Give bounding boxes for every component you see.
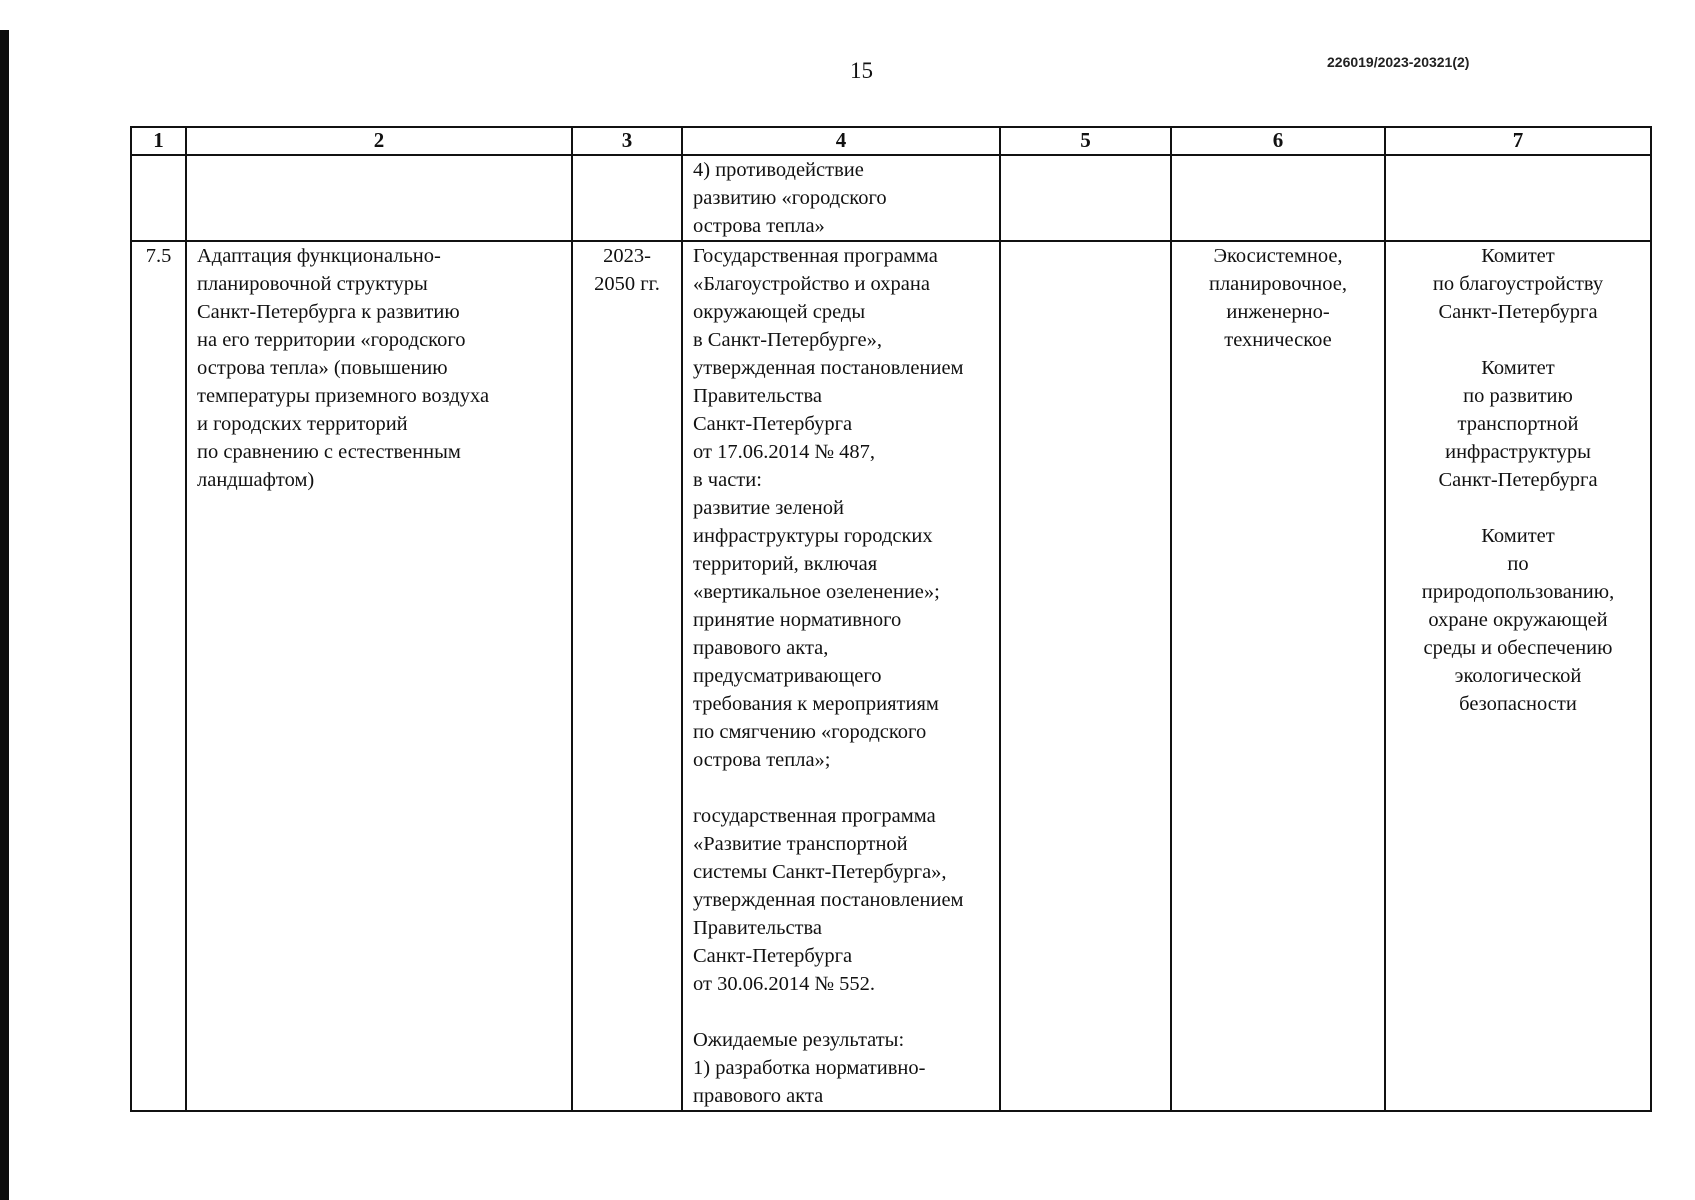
text-line: окружающей среды bbox=[693, 301, 866, 323]
text-line: по развитию bbox=[1463, 385, 1573, 407]
cell bbox=[1171, 155, 1385, 241]
text-line: от 17.06.2014 № 487, bbox=[693, 441, 875, 463]
responsible-bodies bbox=[1385, 241, 1651, 1111]
text-line: по смягчению «городского bbox=[693, 721, 927, 743]
text-line: утвержденная постановлением bbox=[693, 357, 964, 379]
text-line: природопользованию, bbox=[1421, 581, 1615, 603]
text-line: на его территории «городского bbox=[197, 329, 466, 351]
text-line: по bbox=[1507, 553, 1529, 575]
continuation-text bbox=[682, 155, 1000, 241]
measure-description bbox=[186, 241, 572, 1111]
text-line: принятие нормативного bbox=[693, 609, 902, 631]
text-line: Комитет bbox=[1481, 245, 1555, 267]
implementation-period bbox=[572, 241, 682, 1111]
text-line: развитию «городского bbox=[693, 187, 887, 209]
row-number: 7.5 bbox=[131, 241, 186, 1111]
paragraph-gap bbox=[1396, 326, 1640, 354]
text-line: Правительства bbox=[693, 385, 823, 407]
cell bbox=[1000, 155, 1171, 241]
text-line: «вертикальное озеленение»; bbox=[693, 581, 940, 603]
text-line: планировочной структуры bbox=[197, 273, 428, 295]
text-line: утвержденная постановлением bbox=[693, 889, 964, 911]
text-line: транспортной bbox=[1457, 413, 1579, 435]
paragraph-gap bbox=[693, 998, 989, 1026]
text-line: инфраструктуры bbox=[1445, 441, 1591, 463]
text-line: «Благоустройство и охрана bbox=[693, 273, 930, 295]
cell bbox=[572, 155, 682, 241]
text-line: Комитет bbox=[1481, 357, 1555, 379]
text-line: планировочное, bbox=[1208, 273, 1347, 295]
text-line: безопасности bbox=[1459, 693, 1577, 715]
text-line: температуры приземного воздуха bbox=[197, 385, 490, 407]
text-line: охране окружающей bbox=[1428, 609, 1608, 631]
text-line: Санкт-Петербурга к развитию bbox=[197, 301, 460, 323]
text-line: Санкт-Петербурга bbox=[693, 945, 853, 967]
cell bbox=[1385, 155, 1651, 241]
column-header-4: 4 bbox=[682, 127, 1000, 155]
text-line: Экосистемное, bbox=[1213, 245, 1343, 267]
text-line: Правительства bbox=[693, 917, 823, 939]
text-line: среды и обеспечению bbox=[1423, 637, 1613, 659]
text-line: требования к мероприятиям bbox=[693, 693, 939, 715]
text-line: в части: bbox=[693, 469, 762, 491]
text-line: острова тепла» (повышению bbox=[197, 357, 448, 379]
text-line: экологической bbox=[1454, 665, 1582, 687]
column-header-3: 3 bbox=[572, 127, 682, 155]
text-line: инфраструктуры городских bbox=[693, 525, 933, 547]
text-line: Санкт-Петербурга bbox=[693, 413, 853, 435]
text-line: 2023- bbox=[603, 245, 651, 267]
column-header-6: 6 bbox=[1171, 127, 1385, 155]
column-header-7: 7 bbox=[1385, 127, 1651, 155]
text-line: предусматривающего bbox=[693, 665, 882, 687]
text-line: инженерно- bbox=[1226, 301, 1330, 323]
measures-table bbox=[130, 126, 1652, 1112]
column-header-2: 2 bbox=[186, 127, 572, 155]
document-id: 226019/2023-20321(2) bbox=[1327, 54, 1470, 70]
text-line: правового акта, bbox=[693, 637, 829, 659]
text-line: острова тепла» bbox=[693, 215, 825, 237]
column-header-5: 5 bbox=[1000, 127, 1171, 155]
text-line: Санкт-Петербурга bbox=[1438, 301, 1598, 323]
cell bbox=[186, 155, 572, 241]
text-line: по сравнению с естественным bbox=[197, 441, 461, 463]
text-line: развитие зеленой bbox=[693, 497, 844, 519]
text-line: и городских территорий bbox=[197, 413, 408, 435]
text-line: техническое bbox=[1224, 329, 1332, 351]
text-line: Ожидаемые результаты: bbox=[693, 1029, 905, 1051]
cell bbox=[131, 155, 186, 241]
text-line: по благоустройству bbox=[1432, 273, 1604, 295]
scan-edge bbox=[0, 30, 9, 1200]
text-line: Государственная программа bbox=[693, 245, 938, 267]
table-row-7-5 bbox=[131, 241, 1651, 1111]
text-line: 1) разработка нормативно- bbox=[693, 1057, 926, 1079]
continuation-row bbox=[131, 155, 1651, 241]
adaptation-type bbox=[1171, 241, 1385, 1111]
text-line: территорий, включая bbox=[693, 553, 878, 575]
text-line: 4) противодействие bbox=[693, 159, 864, 181]
text-line: от 30.06.2014 № 552. bbox=[693, 973, 875, 995]
text-line: Комитет bbox=[1481, 525, 1555, 547]
text-line: правового акта bbox=[693, 1085, 824, 1107]
text-line: острова тепла»; bbox=[693, 749, 831, 771]
text-line: Санкт-Петербурга bbox=[1438, 469, 1598, 491]
text-line: 2050 гг. bbox=[594, 273, 660, 295]
paragraph-gap bbox=[693, 774, 989, 802]
text-line: ландшафтом) bbox=[197, 469, 315, 491]
text-line: Адаптация функционально- bbox=[197, 245, 441, 267]
text-line: государственная программа bbox=[693, 805, 936, 827]
paragraph-gap bbox=[1396, 494, 1640, 522]
text-line: «Развитие транспортной bbox=[693, 833, 908, 855]
text-line: в Санкт-Петербурге», bbox=[693, 329, 882, 351]
page-number: 15 bbox=[850, 58, 873, 83]
text-line: системы Санкт-Петербурга», bbox=[693, 861, 947, 883]
column-number-row bbox=[131, 127, 1651, 155]
column-header-1: 1 bbox=[131, 127, 186, 155]
programs-text bbox=[682, 241, 1000, 1111]
cell bbox=[1000, 241, 1171, 1111]
